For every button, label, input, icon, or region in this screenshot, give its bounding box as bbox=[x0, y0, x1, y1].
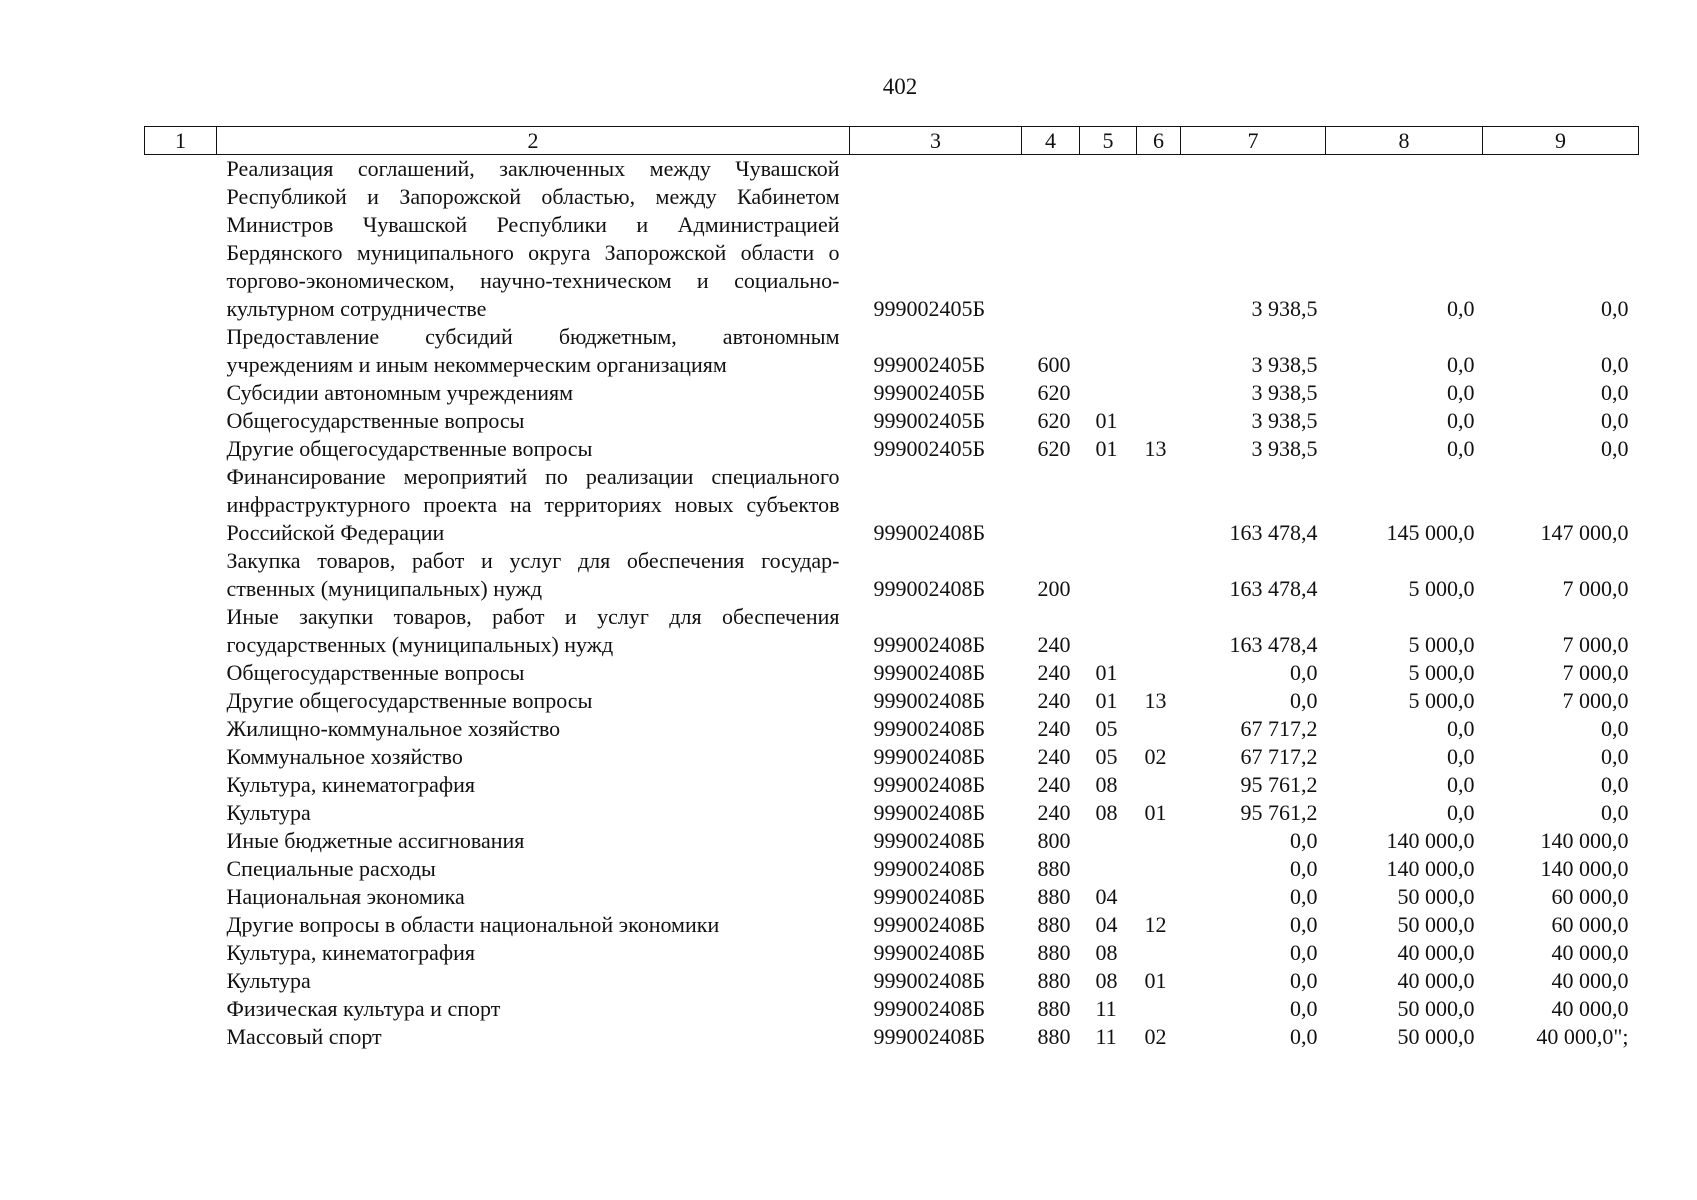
cell-target-code: 999002408Б bbox=[873, 996, 986, 1021]
cell-amount-col-9: 140 000,0 bbox=[1540, 856, 1629, 881]
cell-name: Культура, кинематография bbox=[226, 772, 476, 797]
cell-amount-col-8: 0,0 bbox=[1447, 380, 1475, 405]
cell-col-1 bbox=[145, 995, 217, 1023]
cell-subsection bbox=[1137, 883, 1181, 911]
cell-subsection: 02 bbox=[1144, 744, 1167, 769]
cell-amount-col-9: 140 000,0 bbox=[1540, 828, 1629, 853]
cell-col-1 bbox=[145, 967, 217, 995]
column-header: 1 bbox=[145, 127, 217, 155]
cell-col-1 bbox=[145, 547, 217, 603]
table-row bbox=[145, 995, 1639, 1023]
cell-subsection: 01 bbox=[1144, 968, 1167, 993]
cell-col-1 bbox=[145, 463, 217, 547]
table-row bbox=[145, 911, 1639, 939]
cell-expense-type: 240 bbox=[1037, 744, 1071, 769]
cell-expense-type: 240 bbox=[1037, 632, 1071, 657]
cell-target-code: 999002408Б bbox=[873, 632, 986, 657]
table-body bbox=[145, 155, 1639, 1052]
cell-subsection bbox=[1137, 715, 1181, 743]
cell-name: Жилищно-коммунальное хозяйство bbox=[226, 716, 561, 741]
cell-target-code: 999002405Б bbox=[873, 408, 986, 433]
cell-amount-col-8: 140 000,0 bbox=[1386, 856, 1475, 881]
cell-name: Массовый спорт bbox=[226, 1024, 382, 1049]
cell-expense-type: 880 bbox=[1037, 996, 1071, 1021]
cell-amount-col-7: 0,0 bbox=[1290, 660, 1318, 685]
cell-name: Общегосударственные вопросы bbox=[226, 408, 525, 433]
cell-name: Другие общегосударственные вопросы bbox=[226, 688, 593, 713]
cell-amount-col-9: 7 000,0 bbox=[1562, 688, 1629, 713]
cell-expense-type: 880 bbox=[1037, 856, 1071, 881]
cell-amount-col-8: 0,0 bbox=[1447, 800, 1475, 825]
cell-name: Финансирование мероприятий по реализации специального инфраструктурного проекта на территориях новых субъектов Российской Федерации bbox=[226, 464, 840, 545]
cell-amount-col-7: 3 938,5 bbox=[1251, 352, 1318, 377]
cell-amount-col-8: 0,0 bbox=[1447, 436, 1475, 461]
cell-expense-type: 880 bbox=[1037, 912, 1071, 937]
cell-section bbox=[1080, 827, 1137, 855]
cell-name: Общегосударственные вопросы bbox=[226, 660, 525, 685]
cell-section: 01 bbox=[1095, 408, 1118, 433]
cell-target-code: 999002408Б bbox=[873, 884, 986, 909]
cell-amount-col-7: 67 717,2 bbox=[1240, 716, 1318, 741]
cell-section bbox=[1080, 463, 1137, 547]
cell-subsection bbox=[1137, 603, 1181, 659]
cell-target-code: 999002408Б bbox=[873, 940, 986, 965]
table-row bbox=[145, 379, 1639, 407]
table-row bbox=[145, 463, 1639, 547]
cell-name: Закупка товаров, работ и услуг для обеспечения государственных (муниципальных) нужд bbox=[226, 548, 840, 601]
cell-amount-col-8: 50 000,0 bbox=[1397, 884, 1475, 909]
cell-amount-col-8: 145 000,0 bbox=[1386, 520, 1475, 545]
cell-expense-type: 880 bbox=[1037, 940, 1071, 965]
cell-amount-col-9: 147 000,0 bbox=[1540, 520, 1629, 545]
cell-section bbox=[1080, 603, 1137, 659]
cell-expense-type bbox=[1022, 155, 1080, 324]
cell-subsection bbox=[1137, 407, 1181, 435]
cell-amount-col-7: 0,0 bbox=[1290, 828, 1318, 853]
cell-subsection bbox=[1137, 379, 1181, 407]
cell-name: Другие вопросы в области национальной экономики bbox=[226, 912, 720, 937]
table-row bbox=[145, 687, 1639, 715]
cell-col-1 bbox=[145, 323, 217, 379]
cell-expense-type: 880 bbox=[1037, 968, 1071, 993]
cell-subsection bbox=[1137, 323, 1181, 379]
cell-amount-col-8: 0,0 bbox=[1447, 296, 1475, 321]
cell-section bbox=[1080, 855, 1137, 883]
cell-subsection bbox=[1137, 855, 1181, 883]
cell-target-code: 999002405Б bbox=[873, 436, 986, 461]
table-row bbox=[145, 407, 1639, 435]
table-row bbox=[145, 1023, 1639, 1051]
cell-amount-col-7: 0,0 bbox=[1290, 856, 1318, 881]
cell-col-1 bbox=[145, 883, 217, 911]
cell-amount-col-8: 0,0 bbox=[1447, 772, 1475, 797]
cell-col-1 bbox=[145, 799, 217, 827]
cell-subsection: 12 bbox=[1144, 912, 1167, 937]
cell-amount-col-9: 40 000,0"; bbox=[1536, 1024, 1629, 1049]
cell-amount-col-9: 40 000,0 bbox=[1551, 968, 1629, 993]
table-row bbox=[145, 855, 1639, 883]
cell-amount-col-8: 5 000,0 bbox=[1408, 632, 1475, 657]
cell-name: Иные бюджетные ассигнования bbox=[226, 828, 525, 853]
cell-target-code: 999002408Б bbox=[873, 828, 986, 853]
cell-target-code: 999002408Б bbox=[873, 520, 986, 545]
cell-expense-type: 620 bbox=[1037, 436, 1071, 461]
cell-amount-col-8: 40 000,0 bbox=[1397, 968, 1475, 993]
cell-expense-type: 620 bbox=[1037, 380, 1071, 405]
cell-target-code: 999002408Б bbox=[873, 660, 986, 685]
cell-section: 05 bbox=[1095, 716, 1118, 741]
page-number: 402 bbox=[882, 74, 918, 99]
table-row bbox=[145, 939, 1639, 967]
cell-col-1 bbox=[145, 827, 217, 855]
cell-subsection bbox=[1137, 827, 1181, 855]
cell-name: Реализация соглашений, заключенных между Чувашской Республикой и Запорожской областью, между Кабинетом Министров Чувашской Республики и Администрацией Бердянского муниципального округа Запорожской области о торгово-экономическом, научно-техническом и социально-культурном сотрудничестве bbox=[226, 156, 840, 321]
cell-expense-type: 880 bbox=[1037, 884, 1071, 909]
cell-amount-col-8: 50 000,0 bbox=[1397, 912, 1475, 937]
cell-amount-col-8: 50 000,0 bbox=[1397, 1024, 1475, 1049]
cell-expense-type: 240 bbox=[1037, 688, 1071, 713]
cell-section: 11 bbox=[1095, 996, 1117, 1021]
cell-expense-type: 600 bbox=[1037, 352, 1071, 377]
cell-target-code: 999002408Б bbox=[873, 912, 986, 937]
cell-col-1 bbox=[145, 1023, 217, 1051]
cell-col-1 bbox=[145, 855, 217, 883]
cell-section: 05 bbox=[1095, 744, 1118, 769]
cell-section: 04 bbox=[1095, 884, 1118, 909]
cell-amount-col-8: 5 000,0 bbox=[1408, 688, 1475, 713]
table-row bbox=[145, 435, 1639, 463]
cell-amount-col-8: 140 000,0 bbox=[1386, 828, 1475, 853]
cell-subsection: 13 bbox=[1144, 436, 1167, 461]
table-row bbox=[145, 155, 1639, 324]
column-header: 6 bbox=[1137, 127, 1181, 155]
cell-amount-col-9: 0,0 bbox=[1601, 800, 1629, 825]
cell-amount-col-9: 0,0 bbox=[1601, 716, 1629, 741]
cell-subsection: 01 bbox=[1144, 800, 1167, 825]
cell-amount-col-9: 0,0 bbox=[1601, 352, 1629, 377]
cell-amount-col-7: 0,0 bbox=[1290, 968, 1318, 993]
cell-amount-col-9: 40 000,0 bbox=[1551, 996, 1629, 1021]
cell-amount-col-9: 7 000,0 bbox=[1562, 576, 1629, 601]
table-row bbox=[145, 603, 1639, 659]
cell-amount-col-8: 40 000,0 bbox=[1397, 940, 1475, 965]
table-row bbox=[145, 967, 1639, 995]
cell-amount-col-8: 0,0 bbox=[1447, 716, 1475, 741]
table-row bbox=[145, 547, 1639, 603]
cell-col-1 bbox=[145, 911, 217, 939]
cell-amount-col-7: 3 938,5 bbox=[1251, 408, 1318, 433]
cell-amount-col-9: 40 000,0 bbox=[1551, 940, 1629, 965]
cell-subsection bbox=[1137, 155, 1181, 324]
cell-col-1 bbox=[145, 603, 217, 659]
cell-amount-col-7: 163 478,4 bbox=[1229, 632, 1318, 657]
cell-section bbox=[1080, 323, 1137, 379]
cell-subsection: 13 bbox=[1144, 688, 1167, 713]
cell-expense-type: 240 bbox=[1037, 772, 1071, 797]
cell-subsection: 02 bbox=[1144, 1024, 1167, 1049]
cell-target-code: 999002405Б bbox=[873, 352, 986, 377]
cell-amount-col-7: 0,0 bbox=[1290, 940, 1318, 965]
cell-amount-col-8: 5 000,0 bbox=[1408, 660, 1475, 685]
cell-amount-col-9: 0,0 bbox=[1601, 436, 1629, 461]
cell-amount-col-8: 0,0 bbox=[1447, 408, 1475, 433]
cell-section bbox=[1080, 379, 1137, 407]
cell-amount-col-7: 0,0 bbox=[1290, 884, 1318, 909]
cell-section: 01 bbox=[1095, 660, 1118, 685]
cell-target-code: 999002408Б bbox=[873, 856, 986, 881]
cell-amount-col-8: 0,0 bbox=[1447, 352, 1475, 377]
cell-expense-type: 240 bbox=[1037, 800, 1071, 825]
cell-name: Специальные расходы bbox=[226, 856, 436, 881]
table-row bbox=[145, 827, 1639, 855]
cell-target-code: 999002408Б bbox=[873, 576, 986, 601]
cell-amount-col-8: 0,0 bbox=[1447, 744, 1475, 769]
cell-section: 01 bbox=[1095, 688, 1118, 713]
cell-amount-col-8: 50 000,0 bbox=[1397, 996, 1475, 1021]
cell-col-1 bbox=[145, 715, 217, 743]
cell-name: Субсидии автономным учреждениям bbox=[226, 380, 574, 405]
cell-section: 08 bbox=[1095, 800, 1118, 825]
table-row bbox=[145, 323, 1639, 379]
column-header: 7 bbox=[1181, 127, 1326, 155]
cell-amount-col-7: 3 938,5 bbox=[1251, 380, 1318, 405]
cell-amount-col-8: 5 000,0 bbox=[1408, 576, 1475, 601]
cell-amount-col-7: 0,0 bbox=[1290, 688, 1318, 713]
cell-target-code: 999002408Б bbox=[873, 688, 986, 713]
cell-col-1 bbox=[145, 435, 217, 463]
table-row bbox=[145, 771, 1639, 799]
cell-name: Культура, кинематография bbox=[226, 940, 476, 965]
cell-subsection bbox=[1137, 547, 1181, 603]
cell-section: 11 bbox=[1095, 1024, 1117, 1049]
column-header: 4 bbox=[1022, 127, 1080, 155]
cell-subsection bbox=[1137, 939, 1181, 967]
cell-name: Иные закупки товаров, работ и услуг для обеспечения государственных (муниципальных) нужд bbox=[226, 604, 840, 657]
cell-amount-col-9: 0,0 bbox=[1601, 296, 1629, 321]
cell-amount-col-9: 0,0 bbox=[1601, 380, 1629, 405]
cell-expense-type: 620 bbox=[1037, 408, 1071, 433]
column-header: 9 bbox=[1483, 127, 1639, 155]
cell-amount-col-9: 60 000,0 bbox=[1551, 912, 1629, 937]
cell-section: 08 bbox=[1095, 940, 1118, 965]
column-header: 8 bbox=[1326, 127, 1483, 155]
cell-amount-col-9: 7 000,0 bbox=[1562, 660, 1629, 685]
cell-name: Национальная экономика bbox=[226, 884, 465, 909]
cell-section: 01 bbox=[1095, 436, 1118, 461]
cell-col-1 bbox=[145, 743, 217, 771]
table-row bbox=[145, 883, 1639, 911]
cell-subsection bbox=[1137, 995, 1181, 1023]
cell-name: Другие общегосударственные вопросы bbox=[226, 436, 593, 461]
cell-section: 04 bbox=[1095, 912, 1118, 937]
cell-col-1 bbox=[145, 939, 217, 967]
cell-name: Культура bbox=[226, 800, 311, 825]
table-row bbox=[145, 715, 1639, 743]
cell-amount-col-7: 0,0 bbox=[1290, 912, 1318, 937]
cell-expense-type: 240 bbox=[1037, 660, 1071, 685]
column-header: 5 bbox=[1080, 127, 1137, 155]
cell-expense-type: 240 bbox=[1037, 716, 1071, 741]
budget-table bbox=[144, 126, 1639, 1051]
cell-expense-type: 800 bbox=[1037, 828, 1071, 853]
column-header: 2 bbox=[217, 127, 850, 155]
cell-amount-col-9: 0,0 bbox=[1601, 744, 1629, 769]
cell-name: Физическая культура и спорт bbox=[226, 996, 501, 1021]
cell-expense-type: 200 bbox=[1037, 576, 1071, 601]
cell-name: Предоставление субсидий бюджетным, автономным учреждениям и иным некоммерческим организациям bbox=[226, 324, 840, 377]
cell-amount-col-7: 0,0 bbox=[1290, 996, 1318, 1021]
cell-col-1 bbox=[145, 155, 217, 324]
cell-expense-type: 880 bbox=[1037, 1024, 1071, 1049]
cell-col-1 bbox=[145, 407, 217, 435]
cell-col-1 bbox=[145, 771, 217, 799]
cell-target-code: 999002408Б bbox=[873, 968, 986, 993]
column-header: 3 bbox=[850, 127, 1022, 155]
cell-col-1 bbox=[145, 687, 217, 715]
cell-section: 08 bbox=[1095, 772, 1118, 797]
cell-amount-col-7: 95 761,2 bbox=[1240, 800, 1318, 825]
cell-name: Коммунальное хозяйство bbox=[226, 744, 463, 769]
cell-col-1 bbox=[145, 659, 217, 687]
cell-amount-col-7: 95 761,2 bbox=[1240, 772, 1318, 797]
cell-expense-type bbox=[1022, 463, 1080, 547]
cell-col-1 bbox=[145, 379, 217, 407]
cell-amount-col-9: 0,0 bbox=[1601, 772, 1629, 797]
cell-target-code: 999002408Б bbox=[873, 800, 986, 825]
cell-target-code: 999002408Б bbox=[873, 772, 986, 797]
cell-target-code: 999002408Б bbox=[873, 744, 986, 769]
cell-amount-col-9: 60 000,0 bbox=[1551, 884, 1629, 909]
cell-amount-col-7: 0,0 bbox=[1290, 1024, 1318, 1049]
cell-amount-col-7: 3 938,5 bbox=[1251, 296, 1318, 321]
cell-subsection bbox=[1137, 463, 1181, 547]
cell-target-code: 999002408Б bbox=[873, 1024, 986, 1049]
cell-section bbox=[1080, 547, 1137, 603]
cell-amount-col-7: 163 478,4 bbox=[1229, 576, 1318, 601]
table-row bbox=[145, 743, 1639, 771]
cell-subsection bbox=[1137, 771, 1181, 799]
cell-name: Культура bbox=[226, 968, 311, 993]
cell-amount-col-7: 3 938,5 bbox=[1251, 436, 1318, 461]
cell-amount-col-9: 7 000,0 bbox=[1562, 632, 1629, 657]
cell-target-code: 999002405Б bbox=[873, 296, 986, 321]
cell-section: 08 bbox=[1095, 968, 1118, 993]
cell-target-code: 999002405Б bbox=[873, 380, 986, 405]
cell-amount-col-7: 67 717,2 bbox=[1240, 744, 1318, 769]
cell-subsection bbox=[1137, 659, 1181, 687]
table-row bbox=[145, 659, 1639, 687]
cell-amount-col-9: 0,0 bbox=[1601, 408, 1629, 433]
table-header-row bbox=[145, 127, 1639, 155]
cell-section bbox=[1080, 155, 1137, 324]
table-row bbox=[145, 799, 1639, 827]
cell-target-code: 999002408Б bbox=[873, 716, 986, 741]
cell-amount-col-7: 163 478,4 bbox=[1229, 520, 1318, 545]
